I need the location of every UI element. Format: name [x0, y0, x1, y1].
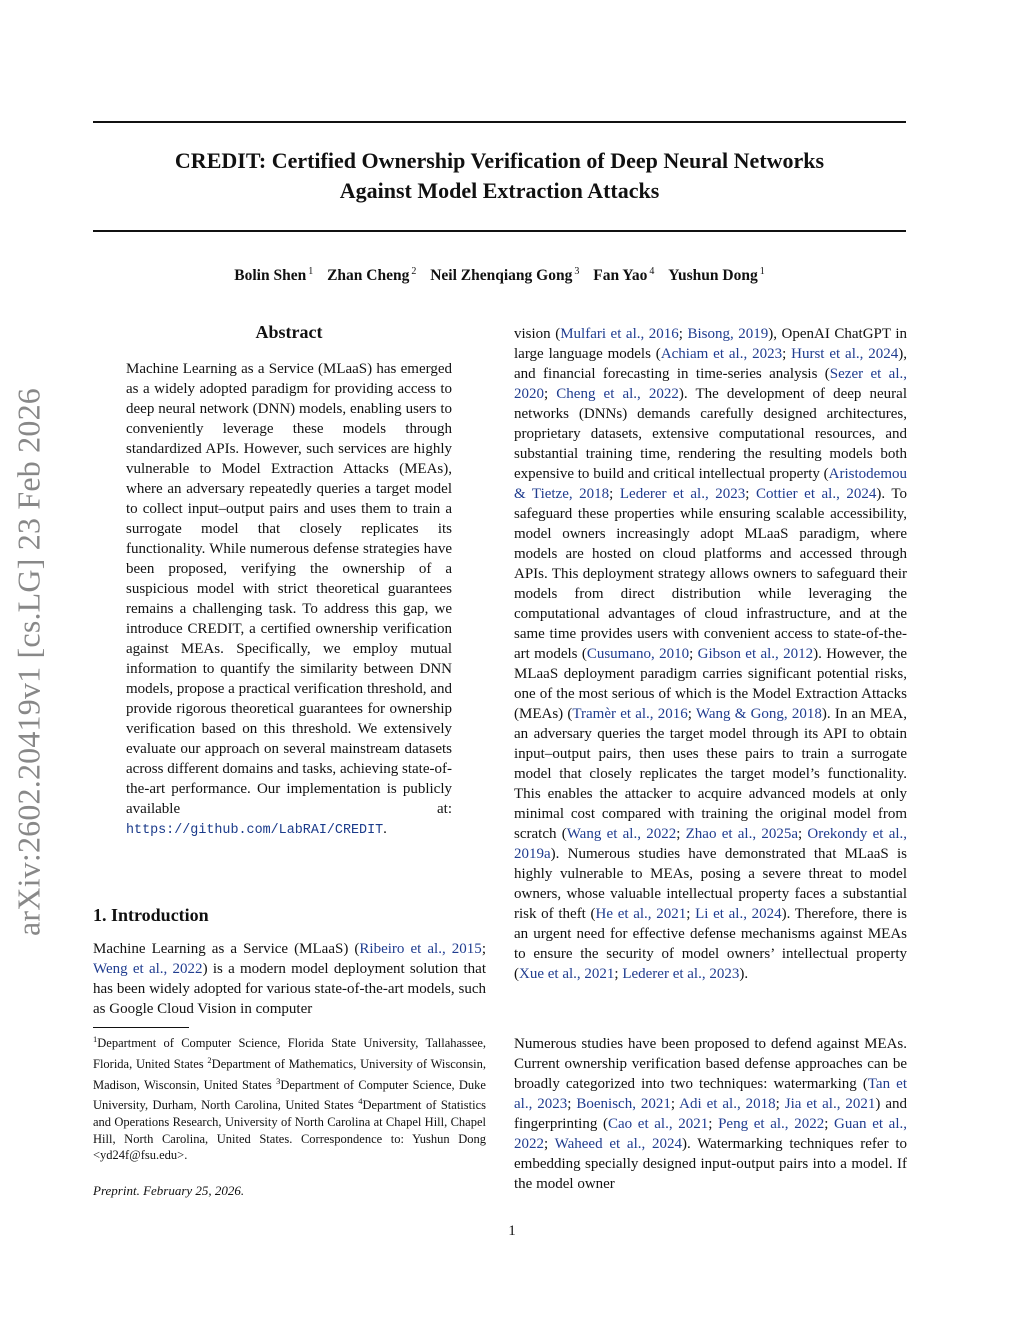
intro-paragraph-right-2 — [514, 1034, 907, 1194]
body-text: ), and financial forecasting in time-series analysis ( — [514, 346, 907, 382]
citation-link[interactable]: Xue et al., 2021 — [519, 966, 615, 982]
body-text: ; — [708, 1116, 719, 1132]
citation-link[interactable]: Lederer et al., 2023 — [619, 486, 746, 502]
citation-link[interactable]: Sezer et al., 2020 — [514, 366, 907, 402]
citation-link[interactable]: Bisong, 2019 — [687, 326, 769, 342]
citation-link[interactable]: Li et al., 2024 — [695, 906, 782, 922]
body-text: ; — [782, 346, 792, 362]
citation-link[interactable]: Gibson et al., 2012 — [697, 646, 814, 662]
citation-link[interactable]: Cao et al., 2021 — [607, 1116, 709, 1132]
title-bottom-rule — [93, 230, 906, 232]
citation-link[interactable]: Zhao et al., 2025a — [685, 826, 798, 842]
citation-link[interactable]: Mulfari et al., 2016 — [560, 326, 679, 342]
body-text: ; — [798, 826, 808, 842]
body-text: ; — [689, 646, 698, 662]
body-text: Numerous studies have been proposed to defend against MEAs. Current ownership verification based defense approaches can be broadly categorized into two techniques: watermarking ( — [514, 1036, 907, 1092]
author: Zhan Cheng $^2$ — [327, 266, 417, 285]
title-line-2: Against Model Extraction Attacks — [339, 178, 660, 203]
citation-link[interactable]: Boenisch, 2021 — [576, 1096, 671, 1112]
intro-paragraph-left — [93, 939, 486, 1019]
body-text: ; — [676, 826, 686, 842]
body-text: ; — [824, 1116, 835, 1132]
body-text: ). — [739, 966, 749, 982]
code-link[interactable]: https://github.com/LabRAI/CREDIT — [126, 823, 384, 838]
body-text: ), OpenAI ChatGPT in large language models ( — [514, 326, 907, 362]
citation-link[interactable]: Aristodemou & Tietze, 2018 — [514, 466, 907, 502]
body-text: ; — [775, 1096, 785, 1112]
citation-link[interactable]: Waheed et al., 2024 — [554, 1136, 682, 1152]
affiliation-footnote: $^1$Department of Computer Science, Florida State University, Tallahassee, Florida, United States $^2$Department of Mathematics, University of Wisconsin, Madison, Wisconsin, United States $^3$Department of Computer Science, Duke University, Durham, North Carolina, United States $^4$Department of Statistics and Operations Research, University of North Carolina at Chapel Hill, Chapel Hill, North Carolina, United States. Correspondence to: Yushun Dong <yd24f@fsu.edu>. — [93, 1034, 486, 1163]
citation-link[interactable]: Wang & Gong, 2018 — [695, 706, 822, 722]
body-text: ). However, the MLaaS deployment paradigm carries significant potential risks, one of the most serious of which is the Model Extraction Attacks (MEAs) ( — [514, 646, 907, 722]
author: Fan Yao $^4$ — [593, 266, 655, 285]
title-line-1: CREDIT: Certified Ownership Verification of Deep Neural Networks — [174, 148, 825, 173]
body-text: ; — [614, 966, 623, 982]
citation-link[interactable]: Wang et al., 2022 — [566, 826, 677, 842]
body-text: ; — [678, 326, 688, 342]
body-text: ; — [687, 706, 696, 722]
citation-link[interactable]: Cusumano, 2010 — [586, 646, 690, 662]
citation-link[interactable]: Tramèr et al., 2016 — [572, 706, 688, 722]
citation-link[interactable]: Jia et al., 2021 — [784, 1096, 876, 1112]
page-number: 1 — [508, 1223, 516, 1239]
body-text: ; — [745, 486, 756, 502]
body-text: ). To safeguard these properties while ensuring scalable accessibility, model owners increasingly adopt MLaaS paradigm, where models are hosted on cloud platforms and accessed through APIs. This deployment strategy allows owners to safeguard their models from direct distribution while leveraging the computational advantages of cloud infrastructure, and at the same time provides users with convenient access to state-of-the-art models ( — [514, 486, 908, 662]
arxiv-watermark: arXiv:2602.20419v1 [cs.LG] 23 Feb 2026 — [10, 388, 47, 936]
citation-link[interactable]: Cottier et al., 2024 — [755, 486, 877, 502]
citation-link[interactable]: Peng et al., 2022 — [718, 1116, 825, 1132]
body-text: ; — [670, 1096, 680, 1112]
citation-link[interactable]: Lederer et al., 2023 — [622, 966, 740, 982]
body-text: ). Numerous studies have demonstrated that MLaaS is highly vulnerable to MEAs, posing a severe threat to model owners, whose valuable intellectual property faces a substantial risk of theft ( — [514, 846, 907, 922]
author: Bolin Shen $^1$ — [234, 266, 314, 285]
body-text: ). The development of deep neural networks (DNNs) demands carefully designed architectures, proprietary datasets, extensive computational resources, and substantial training time, rendering the resulting models both expensive to build and critical intellectual property ( — [514, 386, 908, 482]
intro-paragraph-right-1 — [514, 324, 907, 984]
title-top-rule — [93, 121, 906, 123]
paper-title — [93, 146, 906, 206]
body-text: ; — [567, 1096, 577, 1112]
author: Neil Zhenqiang Gong $^3$ — [430, 266, 580, 285]
author-list — [93, 266, 906, 285]
body-text: ; — [686, 906, 696, 922]
abstract-body: Machine Learning as a Service (MLaaS) has emerged as a widely adopted paradigm for providing access to deep neural network (DNN) models, enabling users to conveniently leverage these models through standardized APIs. However, such services are highly vulnerable to Model Extraction Attacks (MEAs), where an adversary repeatedly queries a target model to collect input–output pairs and uses them to train a surrogate model that closely replicates its functionality. While numerous defense strategies have been proposed, verifying the ownership of a suspicious model with strict theoretical guarantees remains a challenging task. To address this gap, we introduce CREDIT, a certified ownership verification against MEAs. Specifically, we employ mutual information to quantify the similarity between DNN models, propose a practical verification threshold, and provide rigorous theoretical guarantees for ownership verification based on this threshold. We extensively evaluate our approach on several mainstream datasets across different domains and tasks, achieving state-of-the-art performance. Our implementation is publicly available at: https://github.com/LabRAI/CREDIT. — [126, 361, 452, 838]
citation-link[interactable]: Guan et al., 2022 — [514, 1116, 907, 1152]
body-text: ) is a modern model deployment solution that has been widely adopted for various state-of-the-art models, such as Google Cloud Vision in computer — [93, 961, 487, 1017]
body-text: vision ( — [514, 326, 561, 342]
abstract-heading: Abstract — [255, 322, 323, 342]
citation-link[interactable]: Hurst et al., 2024 — [791, 346, 899, 362]
body-text: ). Therefore, there is an urgent need for effective defense mechanisms against MEAs to ensure the security of model owners’ intellectual property ( — [514, 906, 908, 982]
citation-link[interactable]: He et al., 2021 — [595, 906, 687, 922]
citation-link[interactable]: Orekondy et al., 2019a — [514, 826, 908, 862]
citation-link[interactable]: Cheng et al., 2022 — [556, 386, 679, 402]
body-text: ) and fingerprinting ( — [514, 1096, 907, 1132]
body-text: ; — [544, 386, 557, 402]
citation-link[interactable]: Adi et al., 2018 — [679, 1096, 776, 1112]
body-text: ; — [544, 1136, 555, 1152]
citation-link[interactable]: Weng et al., 2022 — [93, 961, 203, 977]
body-text: ). In an MEA, an adversary queries the target model through its API to obtain input–output pairs, then uses these pairs to train a surrogate model that closely replicates the target model’s functionality. This enables the attacker to acquire advanced models at only minimal cost compared with training the original model from scratch ( — [514, 706, 907, 842]
author: Yushun Dong $^1$ — [668, 266, 765, 285]
preprint-note: Preprint. February 25, 2026. — [93, 1183, 245, 1198]
citation-link[interactable]: Tan et al., 2023 — [514, 1076, 907, 1112]
body-text: ; — [609, 486, 620, 502]
body-text: ; — [481, 941, 486, 957]
body-text: ). Watermarking techniques refer to embedding specially designed input-output pairs into a model. If the model owner — [514, 1136, 907, 1192]
citation-link[interactable]: Ribeiro et al., 2015 — [359, 941, 482, 957]
citation-link[interactable]: Achiam et al., 2023 — [660, 346, 783, 362]
section-heading-introduction: 1. Introduction — [93, 905, 209, 925]
footnote-rule — [93, 1027, 189, 1028]
body-text: Machine Learning as a Service (MLaaS) ( — [93, 941, 360, 957]
